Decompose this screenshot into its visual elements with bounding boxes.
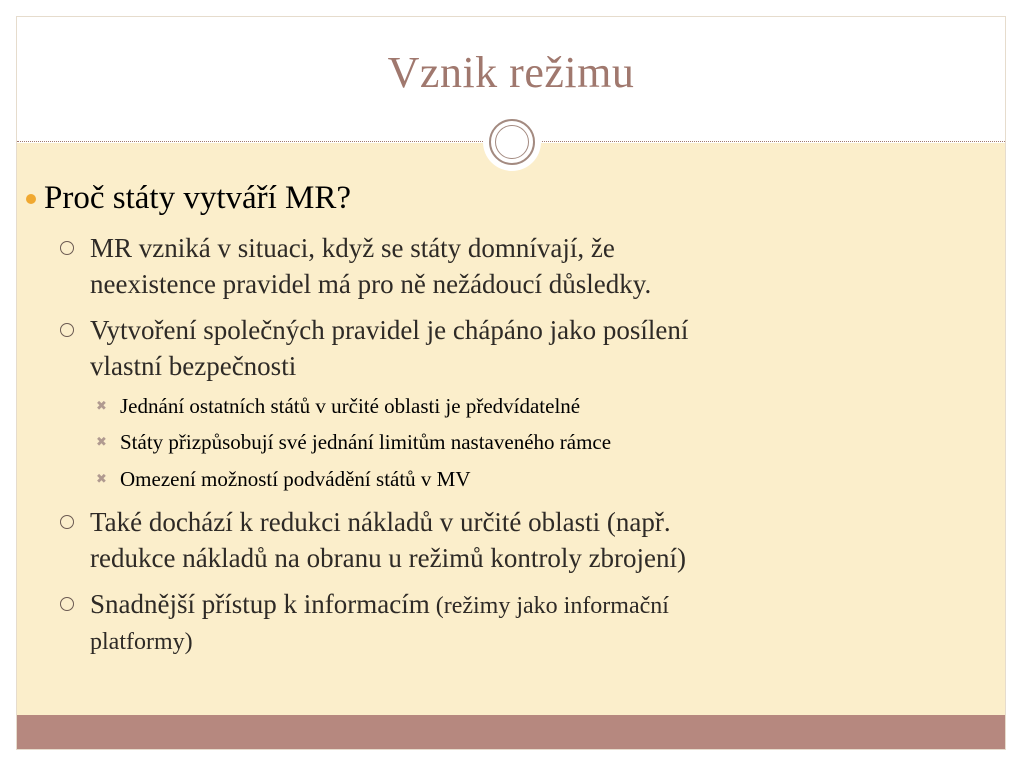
hollow-circle-icon — [60, 515, 74, 529]
bullet-level1-text: Proč státy vytváří MR? — [44, 180, 352, 216]
bullet-text-line: Také dochází k redukci nákladů v určité oblasti (např. — [90, 507, 671, 537]
bullet-text-line: platformy) — [90, 629, 193, 655]
bullet-text-main: Snadnější přístup k informacím — [90, 589, 430, 619]
bullet-dot-icon — [26, 194, 36, 204]
bullet-text-small: (režimy jako informační — [429, 593, 669, 619]
cross-bullet-icon: ✖ — [96, 435, 107, 450]
bottom-bar — [17, 715, 1005, 749]
cross-bullet-icon: ✖ — [96, 472, 107, 487]
bullet-level3-text: Omezení možností podvádění států v MV — [120, 467, 471, 491]
bullet-text-line: vlastní bezpečnosti — [90, 351, 297, 381]
hollow-circle-icon — [60, 241, 74, 255]
bullet-text-line: MR vzniká v situaci, když se státy domnívají, že — [90, 233, 615, 263]
bullet-level3-text: Státy přizpůsobují své jednání limitům nastaveného rámce — [120, 430, 612, 454]
bullet-level3-text: Jednání ostatních států v určité oblasti je předvídatelné — [120, 394, 581, 418]
bullet-text-line: Vytvoření společných pravidel je chápáno jako posílení — [90, 315, 689, 345]
bullet-text-line: neexistence pravidel má pro ně nežádoucí důsledky. — [90, 269, 652, 299]
bullet-text-line: redukce nákladů na obranu u režimů kontroly zbrojení) — [90, 543, 687, 573]
cross-bullet-icon: ✖ — [96, 399, 107, 414]
hollow-circle-icon — [60, 323, 74, 337]
slide-title: Vznik režimu — [387, 48, 635, 97]
hollow-circle-icon — [60, 597, 74, 611]
ornament-ring-inner — [495, 125, 529, 159]
